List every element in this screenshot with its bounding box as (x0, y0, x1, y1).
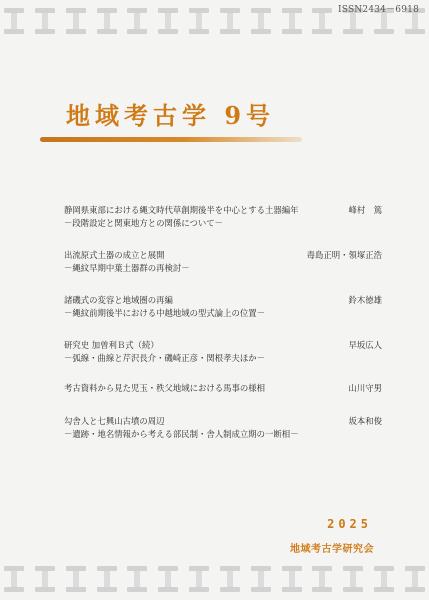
pillar-ornament (343, 566, 363, 592)
pillar-ornament (189, 566, 209, 592)
article-author: 山川守男 (348, 383, 382, 393)
article-subtitle: －弧線・曲線と芹沢長介・磯崎正彦・関根孝夫ほか－ (64, 353, 265, 363)
pillar-ornament (220, 566, 240, 592)
pillar-ornament (35, 566, 55, 592)
article-subtitle: －遺跡・地名情報から考える部民制・舎人制成立期の一断相－ (64, 429, 299, 439)
publisher-name: 地域考古学研究会 (290, 544, 374, 555)
pillar-ornament (158, 566, 178, 592)
article-subtitle: －縄紋前期後半における中越地域の型式論上の位置－ (64, 308, 265, 318)
article-title: 諸磯式の変容と地域圏の再編 (64, 295, 173, 305)
pillar-ornament (405, 566, 425, 592)
pillar-ornament (4, 566, 24, 592)
article-author: 鈴木徳雄 (348, 295, 382, 305)
article-title: 研究史 加曽利Ｂ式（続） (64, 340, 159, 350)
article-author: 峰村 篤 (348, 205, 382, 215)
pillar-ornament (282, 566, 302, 592)
article-subtitle: －段階設定と関東地方との関係について－ (64, 218, 223, 228)
pillar-ornament (312, 566, 332, 592)
journal-title: 地域考古学 9号 (66, 101, 276, 130)
bottom-pillar-border (0, 558, 429, 600)
publication-year: 2025 (327, 517, 372, 531)
article-subtitle: －縄紋早期中葉土器群の再検討－ (64, 263, 190, 273)
article-author: 早坂広人 (348, 340, 382, 350)
issn-number: ISSN2434－6918 (337, 5, 419, 15)
article-title: 出流原式土器の成立と展開 (64, 250, 165, 260)
article-title: 静岡県東部における縄文時代草創期後半を中心とする土器編年 (64, 205, 299, 215)
article-title: 考古資料から見た児玉・秩父地域における馬事の様相 (64, 383, 265, 393)
pillar-ornament (66, 566, 86, 592)
pillar-ornament (127, 566, 147, 592)
pillar-ornament (374, 566, 394, 592)
article-author: 坂本和俊 (348, 416, 382, 426)
article-title: 勾舎人と七興山古墳の周辺 (64, 416, 165, 426)
article-author: 毒島正明・領塚正浩 (306, 250, 382, 260)
pillar-ornament (251, 566, 271, 592)
pillar-ornament (97, 566, 117, 592)
